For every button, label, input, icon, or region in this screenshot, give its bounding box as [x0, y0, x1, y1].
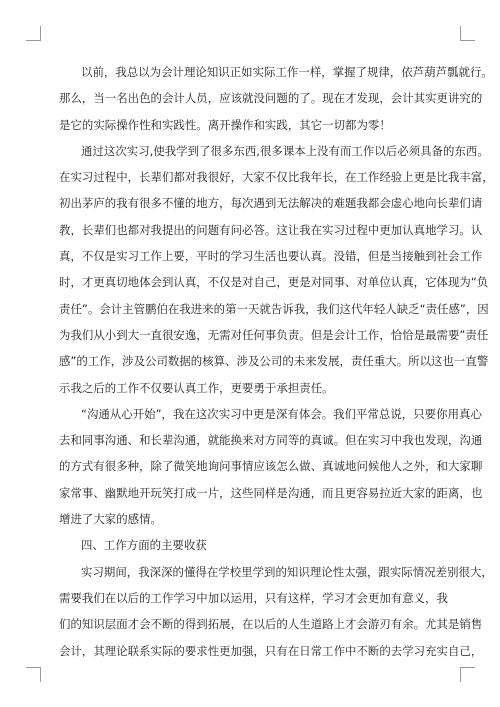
text-line: 责任”。会计主管鹏伯在我进来的第一天就告诉我，我们这代年轻人缺乏“责任感”，因 — [59, 301, 489, 316]
text-line: 为我们从小到大一直很安逸，无需对任何事负责。但是会计工作，恰恰是最需要”责任 — [59, 327, 489, 342]
text-line: 那么，当一名出色的会计人员，应该就没问题的了。现在才发现，会计其实更讲究的 — [59, 91, 483, 106]
document-body — [59, 59, 494, 664]
text-line: 的方式有很多种，除了微笑地询问事情应该怎么做、真诚地问候他人之外，和大家聊 — [59, 459, 483, 474]
text-line: 以前，我总以为会计理论知识正如实际工作一样，掌握了规律，依芦葫芦瓢就行。 — [81, 65, 493, 79]
text-line: 在实习过程中，长辈们都对我很好，大家不仅比我年长，在工作经验上更是比我丰富， — [59, 170, 494, 185]
crop-mark-bottom-right — [460, 667, 475, 682]
text-line: 增进了大家的感情。 — [59, 512, 162, 527]
crop-mark-top-left — [26, 26, 41, 41]
text-line: 去和同事沟通、和长辈沟通，就能换来对方同等的真诚。但在实习中我也发现，沟通 — [59, 433, 483, 448]
text-line: 是它的实际操作性和实践性。离开操作和实践，其它一切都为零！ — [59, 117, 391, 132]
text-line: 通过这次实习,使我学到了很多东西,很多课本上没有而工作以后必须具备的东西。 — [81, 143, 489, 158]
text-line: 教，长辈们也都对我提出的问题有问必答。这让我在实习过程中更加认真地学习。认 — [59, 222, 483, 237]
text-line: 时，才更真切地体会到认真，不仅是对自己，更是对同事、对单位认真，它体现为“负 — [59, 275, 489, 290]
crop-mark-bottom-left — [26, 667, 41, 682]
section-heading: 四、工作方面的主要收获 — [81, 538, 207, 553]
text-line: 会计，其理论联系实际的要求性更加强，只有在日常工作中不断的去学习充实自己， — [59, 643, 483, 658]
text-line: 们的知识层面才会不断的得到拓展，在以后的人生道路上才会游刃有余。尤其是销售 — [59, 617, 483, 632]
text-line: 真，不仅是实习工作上要，平时的学习生活也要认真。没错，但是当接触到社会工作 — [59, 249, 483, 264]
crop-mark-top-right — [460, 26, 475, 41]
text-line: 家常事、幽默地开玩笑打成一片，这些同样是沟通，而且更容易拉近大家的距离，也 — [59, 485, 483, 500]
text-line: 需要我们在以后的工作学习中加以运用，只有这样，学习才会更加有意义，我 — [59, 590, 448, 605]
text-line: 示我之后的工作不仅要认真工作，更要勇于承担责任。 — [59, 380, 334, 395]
text-line: 感”的工作，涉及公司数据的核算、涉及公司的未来发展，责任重大。所以这也一直警 — [59, 354, 489, 369]
text-line: “沟通从心开始”，我在这次实习中更是深有体会。我们平常总说，只要你用真心 — [81, 406, 482, 421]
text-line: 实习期间，我深深的懂得在学校里学到的知识理论性太强，跟实际情况差别很大， — [81, 564, 493, 579]
text-line: 初出茅庐的我有很多不懂的地方，每次遇到无法解决的难题我都会虚心地向长辈们请 — [59, 196, 483, 211]
